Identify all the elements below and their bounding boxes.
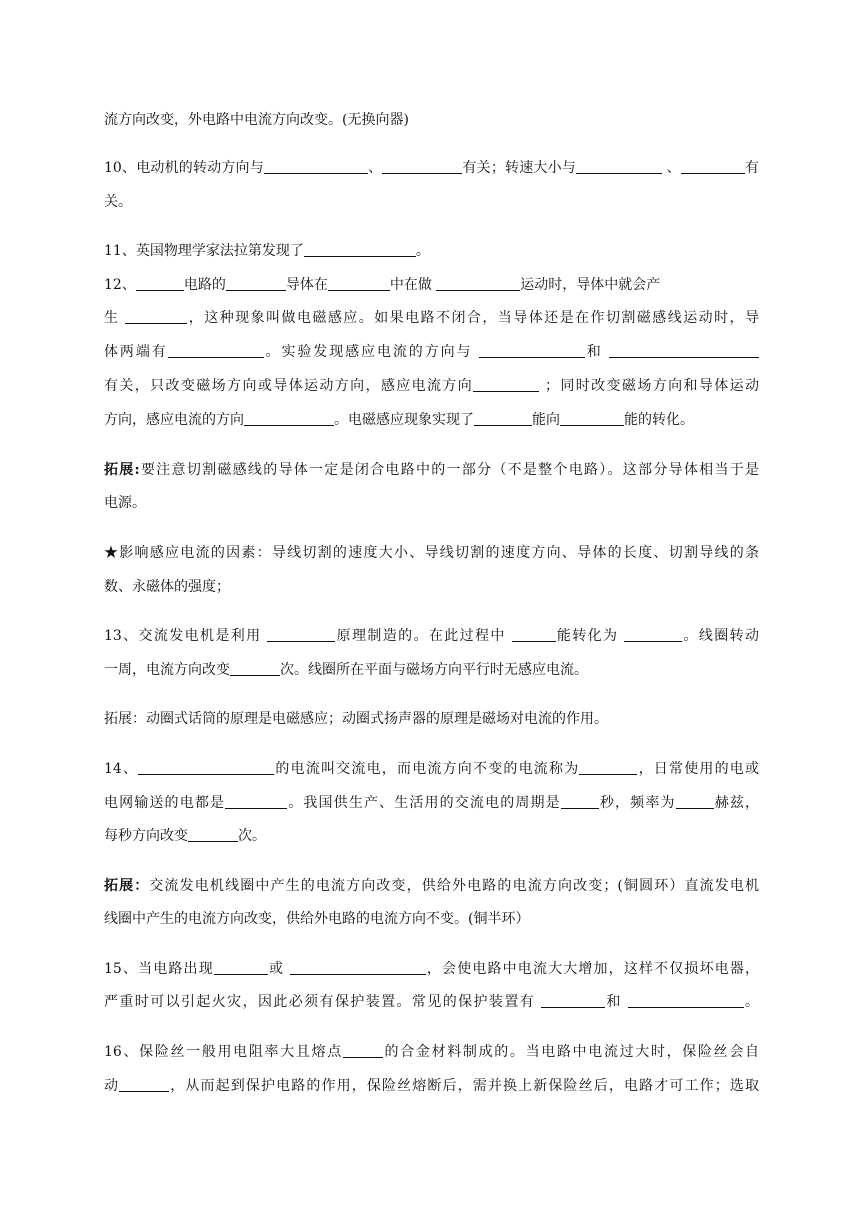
answer-blank[interactable] xyxy=(168,343,264,358)
factors-note-line-1 xyxy=(104,543,759,563)
extension-note-1-line-2 xyxy=(104,493,759,513)
text-line xyxy=(104,110,759,130)
answer-blank[interactable] xyxy=(188,827,238,842)
answer-blank[interactable] xyxy=(541,993,605,1008)
text-segment: 拓展：动圈式话筒的原理是电磁感应；动圈式扬声器的原理是磁场对电流的作用。 xyxy=(104,711,608,727)
text-segment: 和 xyxy=(584,344,610,360)
note-label: 拓展： xyxy=(104,878,150,894)
question-10-line-2 xyxy=(104,192,759,212)
text-segment: 。实验发现感应电流的方向与 xyxy=(263,344,479,360)
text-segment: 。线圈转动 xyxy=(682,628,760,644)
text-segment: 、 xyxy=(661,160,681,176)
text-segment: 每秒方向改变 xyxy=(104,828,188,844)
text-segment: 原理制造的。在此过程中 xyxy=(335,628,512,644)
text-segment: 。 xyxy=(415,243,430,259)
text-segment: 能向 xyxy=(532,412,560,428)
question-12-line-2 xyxy=(104,308,759,328)
answer-blank[interactable] xyxy=(267,627,335,642)
answer-blank[interactable] xyxy=(676,794,714,809)
answer-blank[interactable] xyxy=(609,343,759,358)
answer-blank[interactable] xyxy=(473,377,539,392)
note-label: 拓展: xyxy=(104,462,140,478)
answer-blank[interactable] xyxy=(681,159,745,174)
text-segment: 动 xyxy=(104,1078,120,1094)
answer-blank[interactable] xyxy=(474,411,532,426)
answer-blank[interactable] xyxy=(624,627,682,642)
text-segment: ★影响感应电流的因素：导线切割的速度大小、导线切割的速度方向、导体的长度、切割导线的条 xyxy=(104,545,759,561)
text-segment: 电源。 xyxy=(104,495,146,511)
text-segment: 14、 xyxy=(104,761,139,777)
question-12-line-3 xyxy=(104,342,759,362)
answer-blank[interactable] xyxy=(244,411,334,426)
text-segment: 交流发电机线圈中产生的电流方向改变，供给外电路的电流方向改变；(铜圆环）直流发电机 xyxy=(149,878,760,894)
text-segment: 电路的 xyxy=(183,277,226,293)
text-segment: 13、交流发电机是利用 xyxy=(104,628,268,644)
text-segment: 能的转化。 xyxy=(624,412,694,428)
text-segment: 或 xyxy=(267,961,290,977)
question-12-line-1 xyxy=(104,275,704,295)
answer-blank[interactable] xyxy=(290,960,426,975)
text-segment: 秒，频率为 xyxy=(598,795,676,811)
text-segment: 数、永磁体的强度； xyxy=(104,579,230,595)
text-segment: 关。 xyxy=(104,194,132,210)
extension-note-2 xyxy=(104,709,759,729)
answer-blank[interactable] xyxy=(225,794,287,809)
factors-note-line-2 xyxy=(104,577,759,597)
answer-blank[interactable] xyxy=(214,960,268,975)
text-segment: 10、电动机的转动方向与 xyxy=(104,160,264,176)
question-11 xyxy=(104,241,759,261)
answer-blank[interactable] xyxy=(136,276,184,291)
text-segment: 。我国供生产、生活用的交流电的周期是 xyxy=(287,795,561,811)
text-segment: 方向，感应电流的方向 xyxy=(104,412,244,428)
extension-note-1-line-1 xyxy=(104,460,759,480)
question-16-line-2 xyxy=(104,1076,759,1096)
text-segment: 线圈中产生的电流方向改变，供给外电路的电流方向不变。(铜半环） xyxy=(104,911,530,927)
answer-blank[interactable] xyxy=(226,276,286,291)
text-segment: ，从而起到保护电路的作用，保险丝熔断后，需并换上新保险丝后，电路才可工作；选取 xyxy=(169,1078,759,1094)
text-segment: 和 xyxy=(604,994,628,1010)
answer-blank[interactable] xyxy=(382,159,462,174)
answer-blank[interactable] xyxy=(436,276,520,291)
text-segment: 中在做 xyxy=(389,277,437,293)
question-13-line-1 xyxy=(104,626,759,646)
answer-blank[interactable] xyxy=(119,1077,169,1092)
text-segment: 流方向改变，外电路中电流方向改变。(无换向器) xyxy=(104,112,409,128)
text-segment: 的电流叫交流电，而电流方向不变的电流称为 xyxy=(274,761,580,777)
text-segment: 生 xyxy=(104,310,126,326)
answer-blank[interactable] xyxy=(230,661,280,676)
text-segment: 有关；转速大小与 xyxy=(462,160,576,176)
answer-blank[interactable] xyxy=(328,276,390,291)
question-12-line-5 xyxy=(104,410,759,430)
text-segment: 有关，只改变磁场方向或导体运动方向，感应电流方向 xyxy=(104,378,474,394)
text-segment: ，日常使用的电或 xyxy=(637,761,759,777)
text-segment: 要注意切割磁感线的导体一定是闭合电路中的一部分（不是整个电路）。这部分导体相当于是 xyxy=(139,462,759,478)
text-segment: 导体在 xyxy=(285,277,328,293)
question-12-line-4 xyxy=(104,376,759,396)
question-16-line-1 xyxy=(104,1042,759,1062)
extension-note-3-line-1 xyxy=(104,876,759,896)
question-14-line-2 xyxy=(104,793,759,813)
text-segment: 有 xyxy=(744,160,760,176)
text-segment: 12、 xyxy=(104,277,136,293)
text-segment: 、 xyxy=(367,160,383,176)
text-segment: 严重时可以引起火灾，因此必须有保护装置。常见的保护装置有 xyxy=(104,994,541,1010)
text-segment: 15、当电路出现 xyxy=(104,961,214,977)
question-13-line-2 xyxy=(104,660,759,680)
text-segment: 赫兹， xyxy=(713,795,760,811)
question-14-line-1 xyxy=(104,759,759,779)
text-segment: 16、保险丝一般用电阻率大且熔点 xyxy=(104,1044,343,1060)
answer-blank[interactable] xyxy=(628,993,744,1008)
question-15-line-1 xyxy=(104,959,759,979)
answer-blank[interactable] xyxy=(304,242,416,257)
text-segment: 体两端有 xyxy=(104,344,168,360)
text-segment: ；同时改变磁场方向和导体运动 xyxy=(539,378,759,394)
text-segment: 运动时，导体中就会产 xyxy=(520,277,661,293)
answer-blank[interactable] xyxy=(576,159,662,174)
text-segment: 电网输送的电都是 xyxy=(104,795,226,811)
question-15-line-2 xyxy=(104,992,759,1012)
text-segment: 。 xyxy=(743,994,760,1010)
answer-blank[interactable] xyxy=(125,309,187,324)
question-14-line-3 xyxy=(104,826,759,846)
text-segment: 一周，电流方向改变 xyxy=(104,662,230,678)
answer-blank[interactable] xyxy=(479,343,585,358)
text-segment: ，会使电路中电流大大增加，这样不仅损坏电器， xyxy=(425,961,760,977)
text-segment: 能转化为 xyxy=(555,628,625,644)
answer-blank[interactable] xyxy=(579,760,637,775)
answer-blank[interactable] xyxy=(264,159,368,174)
answer-blank[interactable] xyxy=(138,760,274,775)
text-segment: 11、英国物理学家法拉第发现了 xyxy=(104,243,304,259)
answer-blank[interactable] xyxy=(343,1043,383,1058)
text-segment: 的合金材料制成的。当电路中电流过大时，保险丝会自 xyxy=(382,1044,759,1060)
answer-blank[interactable] xyxy=(561,794,599,809)
question-10-line-1 xyxy=(104,158,759,178)
answer-blank[interactable] xyxy=(512,627,556,642)
text-segment: 。电磁感应现象实现了 xyxy=(334,412,474,428)
text-segment: 次。线圈所在平面与磁场方向平行时无感应电流。 xyxy=(280,662,588,678)
text-segment: ，这种现象叫做电磁感应。如果电路不闭合，当导体还是在作切割磁感线运动时，导 xyxy=(187,310,760,326)
text-segment: 次。 xyxy=(238,828,266,844)
answer-blank[interactable] xyxy=(560,411,624,426)
extension-note-3-line-2 xyxy=(104,909,759,929)
